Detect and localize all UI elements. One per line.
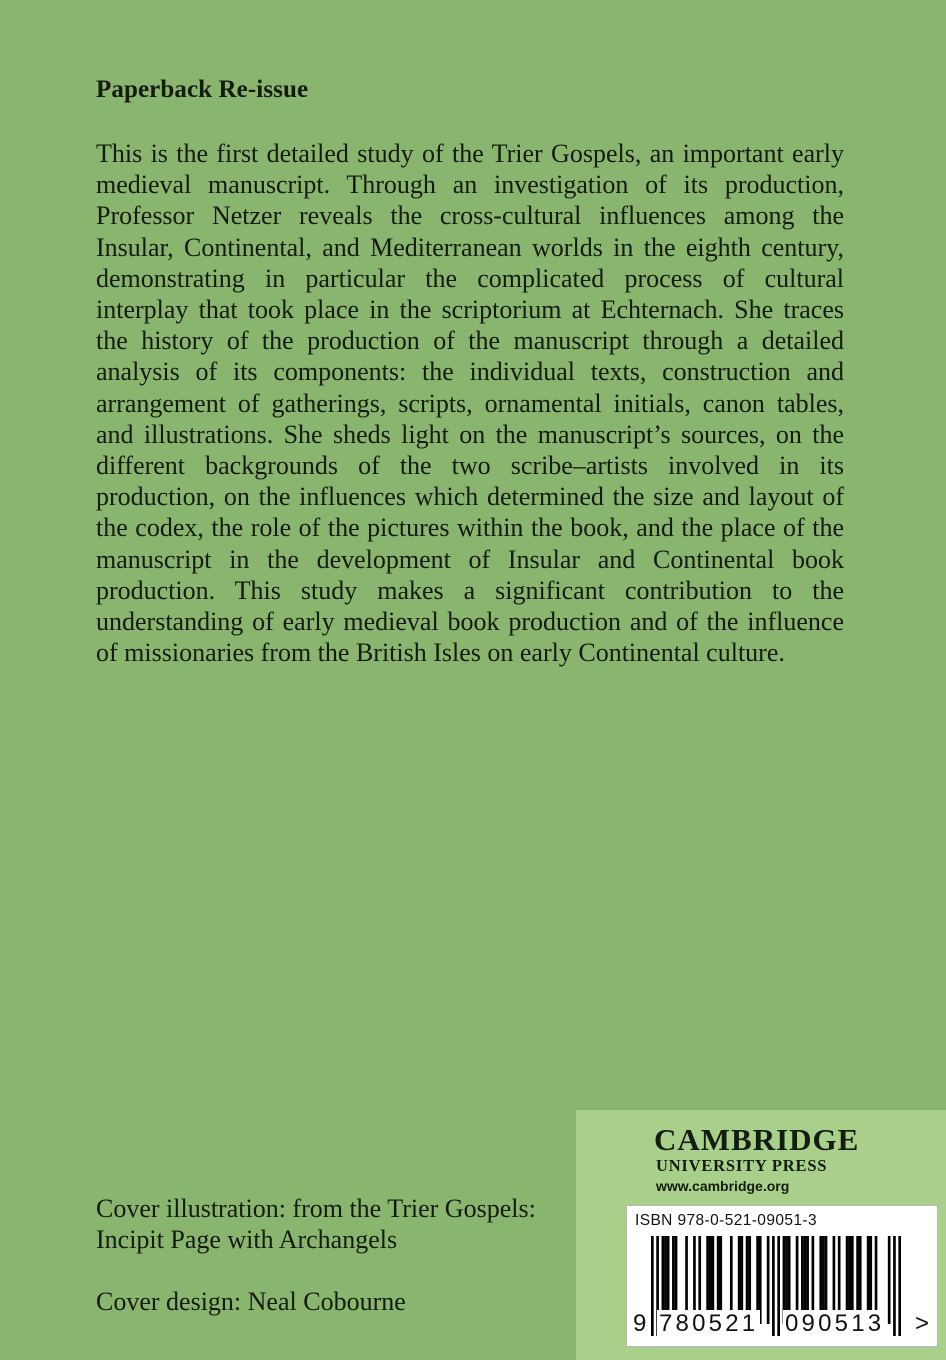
barcode-bar — [898, 1236, 901, 1336]
isbn-number: ISBN 978-0-521-09051-3 — [635, 1212, 817, 1229]
publisher-website: www.cambridge.org — [656, 1178, 790, 1194]
barcode-bar — [777, 1236, 780, 1336]
ean-first-digit: 9 — [633, 1310, 647, 1337]
barcode-bar — [893, 1236, 896, 1336]
publisher-name: CAMBRIDGE — [654, 1122, 860, 1157]
ean-right-digits: 090513 — [785, 1310, 885, 1337]
cover-credits — [96, 1193, 566, 1317]
barcode-bar — [772, 1236, 775, 1336]
cover-illustration-credit-line2: Incipit Page with Archangels — [96, 1225, 398, 1254]
publisher-panel — [576, 1110, 946, 1360]
cover-illustration-credit-line1: Cover illustration: from the Trier Gospels: — [96, 1194, 536, 1223]
section-heading: Paperback Re-issue — [96, 76, 309, 103]
barcode-bar — [888, 1236, 891, 1324]
ean-left-digits: 780521 — [659, 1310, 759, 1337]
barcode-bar — [651, 1236, 654, 1336]
publisher-subtitle: UNIVERSITY PRESS — [656, 1156, 828, 1175]
barcode-label — [626, 1205, 938, 1347]
ean-quiet-zone-arrow: > — [915, 1310, 930, 1337]
cover-design-credit: Cover design: Neal Cobourne — [96, 1287, 406, 1316]
book-description: This is the first detailed study of the Trier Gospels, an important early medieval manuscript. Through an investigation of its production, Professor Netzer reveals the cross-cultural influences among the Insular, Continental, and Mediterranean worlds in the eighth century, demonstrating in particular the complicated process of cultural interplay that took place in the scriptorium at Echternach. She traces the history of the production of the manuscript through a detailed analysis of its components: the individual texts, construction and arrangement of gatherings, scripts, ornamental initials, canon tables, and illustrations. She sheds light on the manuscript’s sources, on the different backgrounds of the two scribe–artists involved in its production, on the influences which determined the size and layout of the codex, the role of the pictures within the book, and the place of the manuscript in the development of Insular and Continental book production. This study makes a significant contribution to the understanding of early medieval book production and of the influence of missionaries from the British Isles on early Continental culture. — [96, 139, 844, 668]
barcode-bar — [767, 1236, 770, 1324]
